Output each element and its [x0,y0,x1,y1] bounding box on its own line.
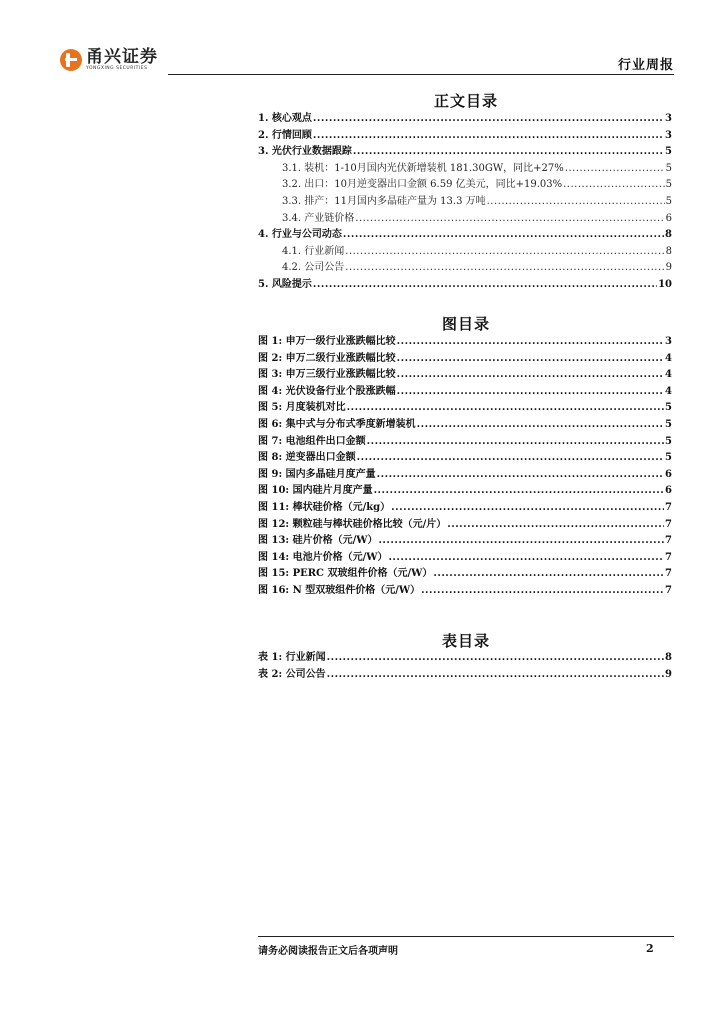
figures-entry[interactable] [258,351,672,368]
figures-entry[interactable] [258,483,672,500]
tables-list [258,650,672,683]
entry-page-number: 8 [665,245,672,257]
logo-cn-text: 甬兴证券 [86,47,158,67]
entry-label: 图 8: 逆变器出口金额 [258,452,356,464]
toc-entry[interactable] [258,244,672,261]
dot-leader [347,400,664,417]
tables-entry[interactable] [258,650,672,667]
toc-entry[interactable] [258,128,672,145]
figures-entry[interactable] [258,450,672,467]
page-number: 2 [646,942,654,955]
report-type-label: 行业周报 [617,58,674,73]
toc-title: 正文目录 [433,92,498,110]
dot-leader [353,144,664,161]
entry-label: 图 14: 电池片价格（元/W） [258,551,388,563]
footer-divider [258,936,674,937]
figures-entry[interactable] [258,517,672,534]
figures-entry[interactable] [258,467,672,484]
figures-entry[interactable] [258,500,672,517]
entry-label: 图 2: 申万二级行业涨跌幅比较 [258,352,396,364]
entry-page-number: 3 [665,129,672,141]
dot-leader [397,334,664,351]
dot-leader [343,227,664,244]
entry-label: 3. 光伏行业数据跟踪 [258,146,352,158]
entry-page-number: 5 [665,162,672,174]
dot-leader [397,351,664,368]
entry-page-number: 5 [665,195,672,207]
figures-entry[interactable] [258,400,672,417]
toc-entry[interactable] [258,277,672,294]
toc-entry[interactable] [258,161,672,178]
entry-page-number: 5 [665,418,672,430]
entry-page-number: 7 [665,551,672,563]
figures-entry[interactable] [258,367,672,384]
dot-leader [313,128,664,145]
entry-label: 3.2. 出口：10月逆变器出口金额 6.59 亿美元，同比+19.03% [282,179,563,191]
entry-page-number: 5 [665,402,672,414]
entry-label: 图 7: 电池组件出口金额 [258,435,366,447]
tables-entry[interactable] [258,667,672,684]
figures-entry[interactable] [258,434,672,451]
entry-label: 4.1. 行业新闻 [282,245,345,257]
logo-mark-icon [60,49,82,71]
dot-leader [374,483,664,500]
dot-leader [417,417,664,434]
entry-page-number: 5 [665,452,672,464]
figures-title: 图目录 [441,315,490,333]
entry-label: 3.4. 产业链价格 [282,212,355,224]
dot-leader [388,550,664,567]
dot-leader [377,467,664,484]
dot-leader [345,260,664,277]
entry-label: 图 11: 棒状硅价格（元/kg） [258,501,391,513]
toc-entry[interactable] [258,177,672,194]
toc-entry[interactable] [258,211,672,228]
entry-label: 图 3: 申万三级行业涨跌幅比较 [258,369,396,381]
entry-page-number: 9 [665,668,672,680]
entry-page-number: 4 [665,385,672,397]
entry-label: 1. 核心观点 [258,113,312,124]
entry-page-number: 3 [665,336,672,347]
figures-entry[interactable] [258,384,672,401]
figures-entry[interactable] [258,334,672,351]
page-header [60,48,674,76]
entry-label: 图 13: 硅片价格（元/W） [258,535,378,547]
toc-entry[interactable] [258,227,672,244]
dot-leader [313,111,664,128]
dot-leader [327,650,664,667]
entry-label: 图 9: 国内多晶硅月度产量 [258,468,376,480]
dot-leader [313,277,657,294]
entry-page-number: 7 [665,518,672,530]
entry-label: 3.1. 装机：1-10月国内光伏新增装机 181.30GW，同比+27% [282,162,564,174]
entry-label: 4. 行业与公司动态 [258,229,342,241]
entry-label: 图 5: 月度装机对比 [258,402,346,414]
entry-label: 图 6: 集中式与分布式季度新增装机 [258,418,416,430]
figures-entry[interactable] [258,583,672,600]
toc-entry[interactable] [258,144,672,161]
dot-leader [421,583,664,600]
entry-label: 图 1: 申万一级行业涨跌幅比较 [258,336,396,347]
entry-page-number: 7 [665,501,672,513]
entry-label: 表 1: 行业新闻 [258,652,326,663]
entry-label: 图 10: 国内硅片月度产量 [258,485,373,497]
dot-leader [345,244,664,261]
dot-leader [397,384,664,401]
entry-page-number: 9 [665,262,672,274]
entry-page-number: 6 [665,468,672,480]
figures-entry[interactable] [258,566,672,583]
entry-page-number: 8 [665,229,672,241]
dot-leader [447,517,664,534]
entry-page-number: 4 [665,352,672,364]
dot-leader [565,161,665,178]
dot-leader [355,211,664,228]
entry-page-number: 6 [665,212,672,224]
dot-leader [367,434,664,451]
toc-list [258,111,672,294]
entry-page-number: 7 [665,535,672,547]
entry-label: 图 4: 光伏设备行业个股涨跌幅 [258,385,396,397]
dot-leader [391,500,664,517]
entry-page-number: 5 [665,435,672,447]
company-logo [60,48,158,72]
entry-label: 表 2: 公司公告 [258,668,326,680]
entry-page-number: 5 [665,146,672,158]
entry-page-number: 6 [665,485,672,497]
figures-entry[interactable] [258,550,672,567]
entry-page-number: 7 [665,584,672,596]
entry-label: 2. 行情回顾 [258,129,312,141]
entry-page-number: 10 [658,278,672,290]
entry-page-number: 3 [665,113,672,124]
entry-page-number: 5 [665,179,672,191]
entry-page-number: 8 [665,652,672,663]
entry-label: 5. 风险提示 [258,278,312,290]
entry-page-number: 7 [665,568,672,580]
entry-label: 图 12: 颗粒硅与棒状硅价格比较（元/片） [258,518,447,530]
dot-leader [397,367,664,384]
footer-disclaimer: 请务必阅读报告正文后各项声明 [258,946,398,957]
dot-leader [487,194,665,211]
logo-en-text: YONGXING SECURITIES [86,66,148,71]
entry-label: 4.2. 公司公告 [282,262,345,274]
toc-entry[interactable] [258,194,672,211]
toc-entry[interactable] [258,260,672,277]
figures-entry[interactable] [258,417,672,434]
dot-leader [433,566,664,583]
toc-entry[interactable] [258,111,672,128]
tables-title: 表目录 [441,632,490,650]
figures-entry[interactable] [258,533,672,550]
entry-label: 图 15: PERC 双玻组件价格（元/W） [258,568,433,580]
entry-label: 图 16: N 型双玻组件价格（元/W） [258,584,421,596]
dot-leader [327,667,664,684]
figures-list [258,334,672,600]
dot-leader [357,450,664,467]
dot-leader [378,533,664,550]
dot-leader [563,177,665,194]
entry-page-number: 4 [665,369,672,381]
entry-label: 3.3. 排产：11月国内多晶硅产量为 13.3 万吨 [282,195,486,207]
header-divider [168,74,674,75]
